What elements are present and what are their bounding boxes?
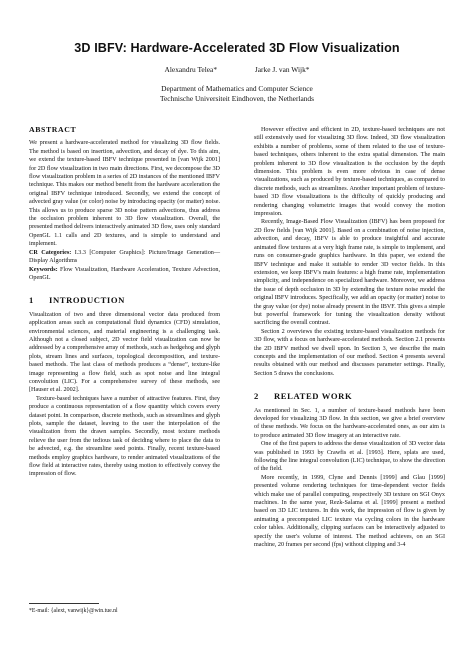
cr-label: CR Categories: — [29, 249, 72, 256]
related-paragraph-1: As mentioned in Sec. 1, a number of texture-based methods have been developed for visualizing 3D flow. In this section, we give a brief overview of these methods. We focus on the hardware-accelerated ones, as our aim is to produce animated 3D flow imagery at an interactive rate. — [254, 407, 445, 439]
abstract-heading: ABSTRACT — [29, 125, 77, 134]
abstract-text: We present a hardware-accelerated method for visualizing 3D flow fields. The method is based on insertion, advection, and decay of dye. To this aim, we extend the texture-based IBFV technique presented in [van Wijk 2001] for 2D flow visualization in two main directions. First, we decompose the 3D flow visualization problem in a series of 2D instances of the mentioned IBFV technique. This makes our method benefit from the hardware acceleration the original IBFV technique introduced. Secondly, we extend the concept of advected gray value (or color) noise by introducing opacity (or matter) noise. This allows us to produce sparse 3D noise pattern advections, thus address the occlusion problem inherent to 3D flow visualization. Overall, the presented method delivers interactively animated 3D flow, uses only standard OpenGL 1.1 calls and 2D textures, and is simple to understand and implement. — [29, 140, 220, 248]
right-paragraph-2: Recently, Image-Based Flow Visualization (IBFV) has been proposed for 2D flow fields [van Wijk 2001]. Based on a combination of noise injection, advection, and decay, IBFV is able to produce insightful and accurate animated flow textures at a very high frame rate, is simple to implement, and runs on consumer-grade graphics hardware. In this paper, we extend the IBFV technique and make it suitable to render 3D vector fields. In this extension, we keep IBFV's main features: a high frame rate, implementation simplicity, and independence on specialized hardware. Moreover, we address the issue of depth occlusion in 3D by extending the texture noise model the original IBFV introduces. Specifically, we add an opacity (or matter) noise to the gray value (or dye) noise already present in the IBVF. This gives a simple but powerful framework for tuning the visualization density without sacrificing the overall contrast. — [254, 219, 445, 327]
keywords-label: Keywords: — [29, 266, 58, 273]
author-list — [0, 65, 474, 74]
affiliation-university: Technische Universiteit Eindhoven, the Netherlands — [159, 94, 315, 103]
affiliation-department: Department of Mathematics and Computer Science — [161, 84, 313, 93]
cr-text: I.3.3 [Computer Graphics]: Picture/Image Generation—Display Algorithms — [29, 249, 220, 265]
intro-paragraph-2: Texture-based techniques have a number of attractive features. First, they produce a continuous representation of a flow quantity which covers every dataset point. In comparison, discrete methods, such as streamlines and glyph plots, sample the dataset, leaving to the user the interpolation of the visualization from the drawn samples. Secondly, most texture methods relieve the user from the tedious task of deciding where to place the data to be advected, e.g. the streamline seed points. Finally, recent texture-based methods employ graphics hardware, to render animated visualizations of the flow field at interactive rates, thereby using motion to effectively convey the impression of flow. — [29, 395, 220, 478]
section-1-title: INTRODUCTION — [49, 295, 125, 306]
left-column — [29, 126, 220, 479]
section-2-heading — [254, 392, 445, 400]
right-column — [254, 126, 445, 550]
footnote: *E-mail: {alext, vanwijk}@win.tue.nl — [29, 608, 118, 614]
section-1-heading — [29, 296, 220, 304]
section-2-number: 2 — [254, 391, 259, 402]
related-paragraph-2: One of the first papers to address the dense visualization of 3D vector data was published in 1993 by Crawfis et al. [1993]. Here, splats are used, following the line integral convolution (LIC) technique, to show the direction of the field. — [254, 441, 445, 473]
keywords — [29, 266, 220, 283]
intro-paragraph-1: Visualization of two and three dimensional vector data produced from application areas such as computational fluid dynamics (CFD) simulation, environmental sciences, and material engineering is a challenging task. Although not a closed subject, 2D vector field visualization can now be addressed by a comprehensive array of methods, such as hedgehog and glyph plots, stream lines and surfaces, topological decomposition, and texture-based methods. The last class of methods produces a “dense”, texture-like image representing a flow field, such as spot noise and line integral convolution (LIC). For a comprehensive survey of these methods, see [Hauser et al. 2002]. — [29, 311, 220, 394]
footnote-rule — [29, 603, 99, 604]
right-paragraph-1: However effective and efficient in 2D, texture-based techniques are not still extensively used for visualizing 3D flow. Indeed, 3D flow visualization exhibits a number of problems, some of them related to the use of texture-based techniques, others inherent to the extra spatial dimension. The main problem inherent to 3D flow visualization is the occlusion by the depth dimension. This problem is even more obvious in case of dense visualizations, such as produced by texture-based techniques, as compared to discrete methods, such as streamlines. Another important problem of texture-based 3D flow visualizations is the difficulty of quickly producing and rendering changing volumetric images that would convey the motion impression. — [254, 127, 445, 218]
keywords-text: Flow Visualization, Hardware Acceleration, Texture Advection, OpenGL — [29, 266, 220, 281]
cr-categories — [29, 249, 220, 266]
affiliation — [0, 84, 474, 104]
author-telea: Alexandru Telea* — [164, 65, 218, 74]
section-2-title: RELATED WORK — [274, 391, 353, 402]
section-1-number: 1 — [29, 295, 34, 306]
right-paragraph-3: Section 2 overviews the existing texture-based visualization methods for 3D flow, with a focus on hardware-accelerated methods. Section 2.1 presents the 2D IBFV method we dwell upon. In Section 3, we describe the main concepts and the implementation of our method. Section 4 presents several results obtained with our method and discusses parameter settings. Finally, Section 5 draws the conclusions. — [254, 328, 445, 377]
author-van-wijk: Jarke J. van Wijk* — [254, 65, 310, 74]
related-paragraph-3: More recently, in 1999, Clyne and Dennis [1999] and Glau [1999] presented volume rendering techniques for time-dependent vector fields which make use of parallel computing, respectively 3D texture on SGI Onyx machines. In the same year, Rezk-Salama et al. [1999] present a method based on 3D LIC textures. In this work, the impression of flow is given by animating a precomputed LIC texture via cycling colors in the hardware color tables. Additionally, clipping surfaces can be interactively adjusted to specify the user's volume of interest. The method achieves, on an SGI machine, 20 frames per second (fps) without clipping and 3-4 — [254, 474, 445, 549]
paper-title: 3D IBFV: Hardware-Accelerated 3D Flow Visualization — [74, 41, 400, 55]
